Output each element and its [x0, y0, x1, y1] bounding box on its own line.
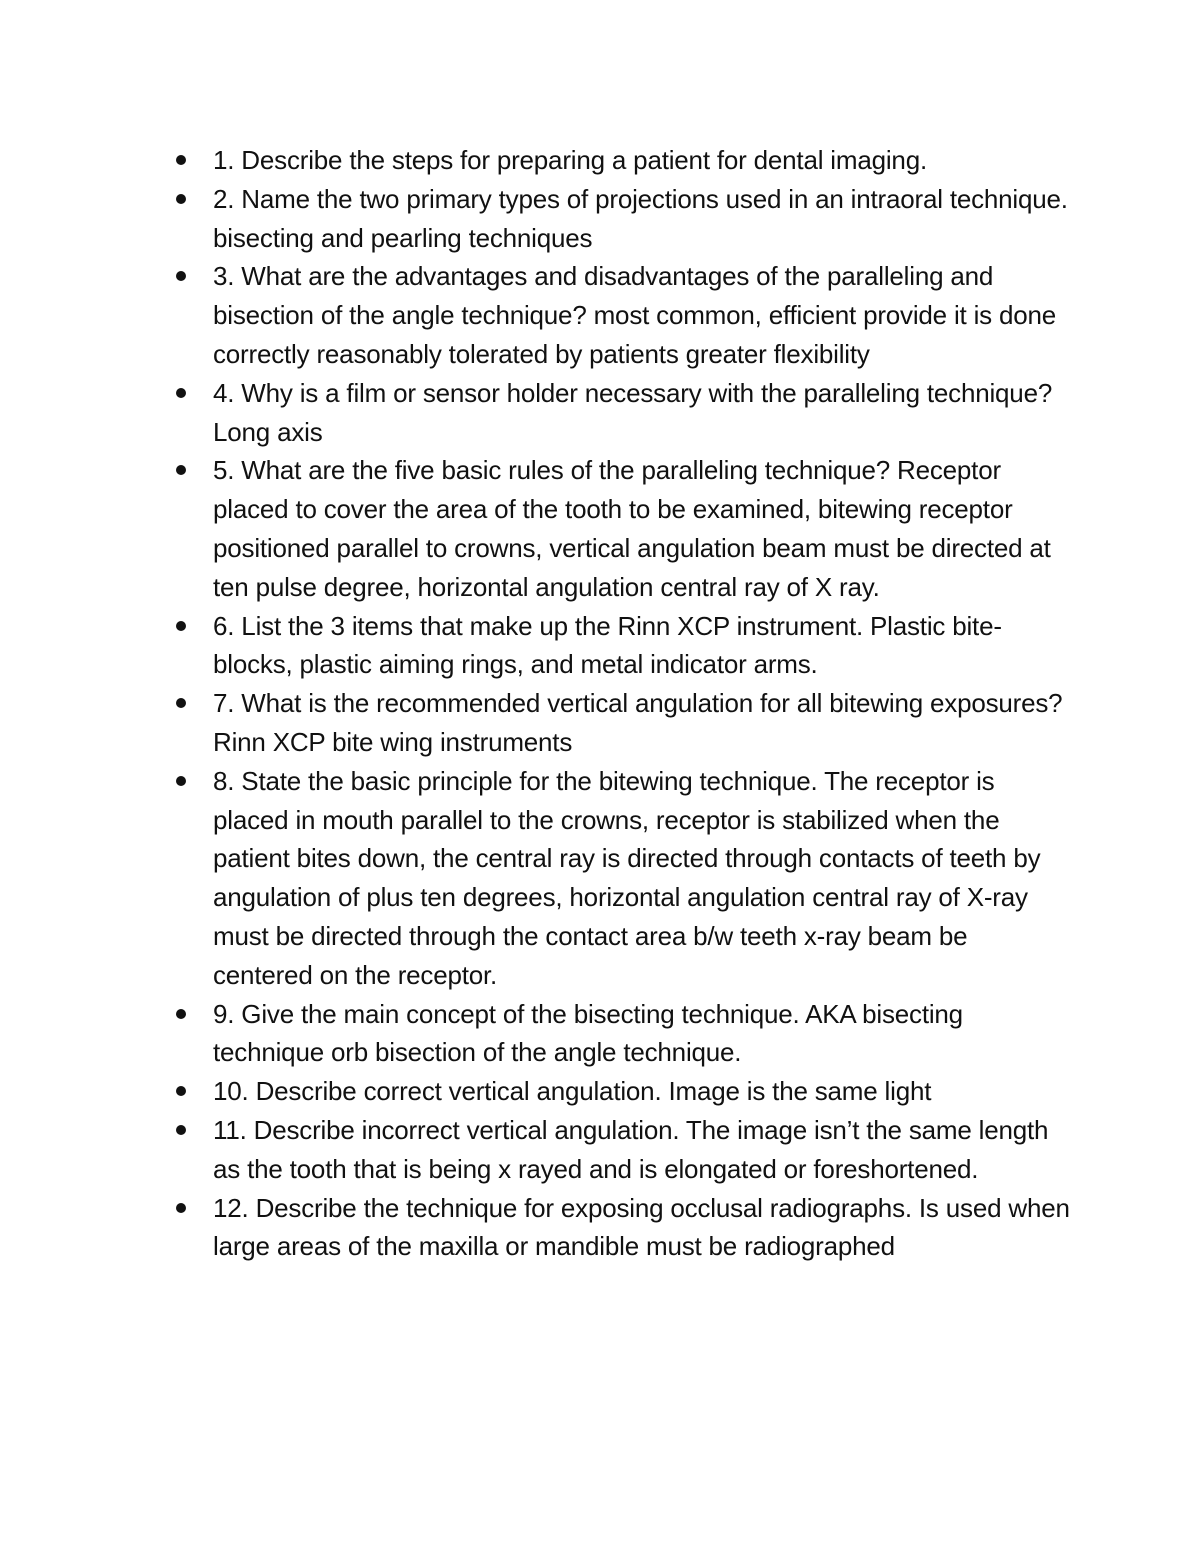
bullet-icon [176, 465, 186, 475]
list-item [173, 257, 1073, 373]
list-item [173, 180, 1073, 258]
bullet-icon [176, 388, 186, 398]
bullet-icon [176, 1009, 186, 1019]
bullet-icon [176, 1203, 186, 1213]
list-item [173, 762, 1073, 995]
list-item-text: 10. Describe correct vertical angulation. Image is the same light [213, 1076, 932, 1107]
list-item [173, 1111, 1073, 1189]
list-item-text: 1. Describe the steps for preparing a patient for dental imaging. [213, 145, 927, 175]
bullet-icon [176, 271, 186, 281]
bullet-icon [176, 155, 186, 165]
list-item [173, 1189, 1073, 1267]
list-item [173, 607, 1073, 685]
list-item-text: 2. Name the two primary types of projections used in an intraoral technique. bisecting and pearling techniques [213, 183, 1068, 253]
bullet-icon [176, 194, 186, 204]
bullet-icon [176, 776, 186, 786]
list-item [173, 141, 1073, 180]
list-item [173, 374, 1073, 452]
list-item [173, 451, 1073, 606]
list-item-text: 11. Describe incorrect vertical angulation. The image isn’t the same length as the tooth that is being x rayed and is elongated or foreshortened. [213, 1114, 1049, 1184]
list-item-text: 7. What is the recommended vertical angulation for all bitewing exposures? Rinn XCP bite wing instruments [213, 688, 1063, 757]
list-item-text: 12. Describe the technique for exposing occlusal radiographs. Is used when large areas of the maxilla or mandible must be radiographed [213, 1192, 1070, 1262]
bullet-icon [176, 1125, 186, 1135]
bullet-icon [176, 698, 186, 708]
list-item [173, 1072, 1073, 1111]
list-item-text: 3. What are the advantages and disadvantages of the paralleling and bisection of the angle technique? most common, efficient provide it is done correctly reasonably tolerated by patients greater flexibility [213, 261, 1057, 369]
list-item-text: 4. Why is a film or sensor holder necessary with the paralleling technique? Long axis [213, 377, 1053, 447]
bullet-icon [176, 621, 186, 631]
list-item-text: 5. What are the five basic rules of the paralleling technique? Receptor placed to cover the area of the tooth to be examined, bitewing receptor positioned parallel to crowns, vertical angulation beam must be directed at ten pulse degree, horizontal angulation central ray of X ray. [213, 455, 1051, 602]
list-item-text: 9. Give the main concept of the bisecting technique. AKA bisecting technique orb bisection of the angle technique. [213, 998, 963, 1068]
list-item-text: 6. List the 3 items that make up the Rinn XCP instrument. Plastic bite-blocks, plastic aiming rings, and metal indicator arms. [213, 610, 1002, 680]
list-item [173, 995, 1073, 1073]
bullet-icon [176, 1086, 186, 1096]
list-item-text: 8. State the basic principle for the bitewing technique. The receptor is placed in mouth parallel to the crowns, receptor is stabilized when the patient bites down, the central ray is directed through contacts of teeth by angulation of plus ten degrees, horizontal angulation central ray of X-ray must be directed through the contact area b/w teeth x-ray beam be centered on the receptor. [213, 765, 1041, 990]
list-item [173, 684, 1073, 762]
question-list [173, 141, 1073, 1266]
